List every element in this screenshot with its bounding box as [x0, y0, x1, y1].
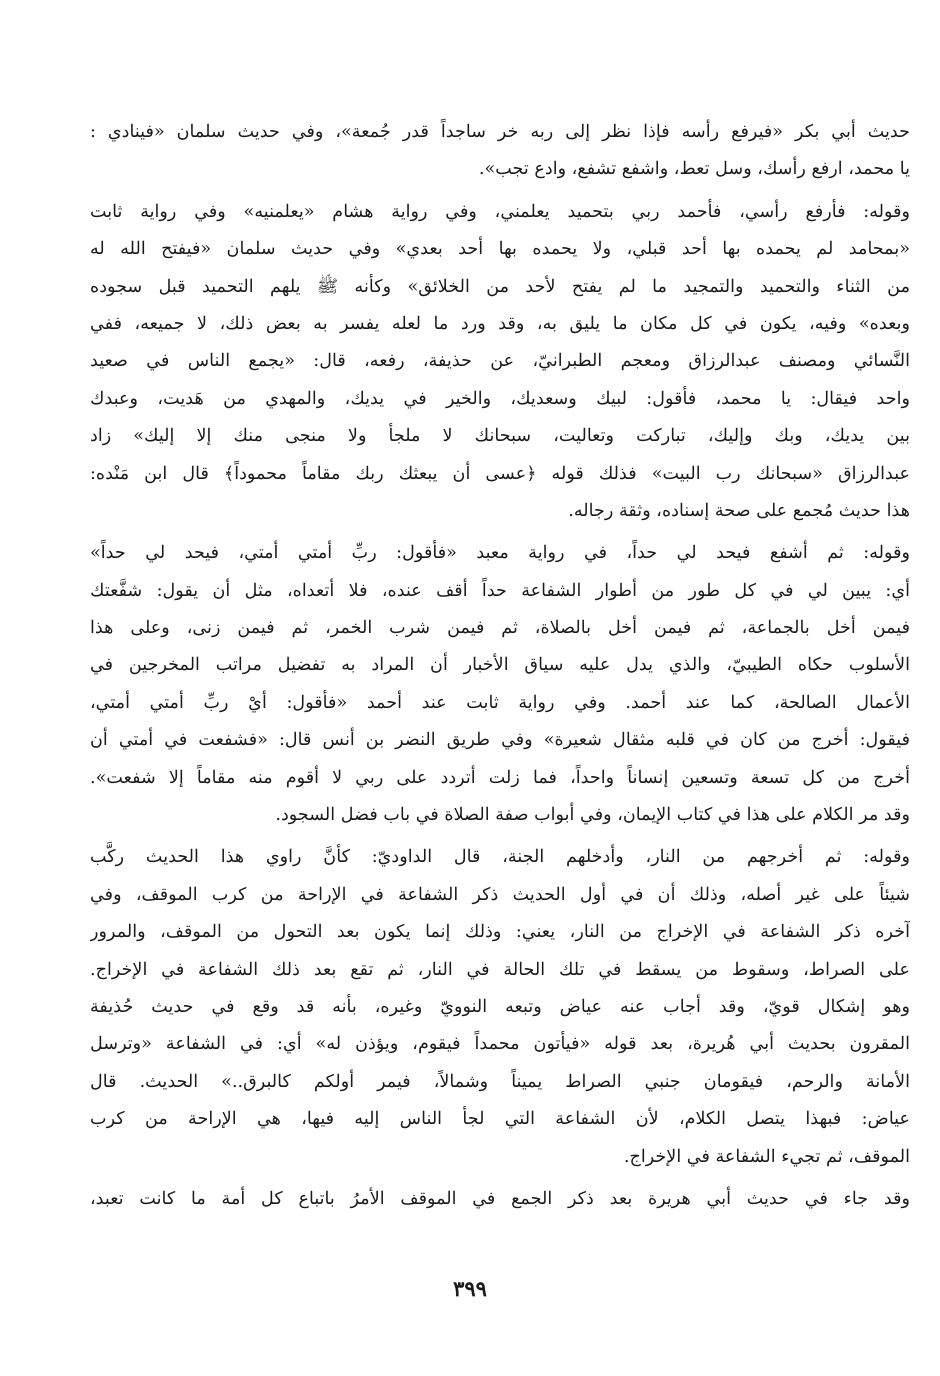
text-line: وقد مر الكلام على هذا في كتاب الإيمان، وفي أبواب صفة الصلاة في باب فضل السجود.: [275, 805, 910, 826]
text-line: بين يديك، وبك وإليك، تباركت وتعاليت، سبحانك لا ملجأ ولا منجى منك إلا إليك» زاد: [90, 426, 910, 447]
text-line: المقرون بحديث أبي هُريرة، بعد قوله «فيأتون محمداً فيقوم، ويؤذن له» أي: في الشفاعة «وترسل: [90, 1034, 910, 1055]
text-line: من الثناء والتحميد والتمجيد ما لم يفتح لأحد من الخلائق» وكأنه ﷺ يلهم التحميد قبل سجوده: [90, 276, 910, 297]
text-line: وقوله: فأرفع رأسي، فأحمد ربي بتحميد يعلمني، وفي رواية هشام «يعلمنيه» وفي رواية ثابت: [90, 201, 910, 222]
page-number: ٣٩٩: [453, 1276, 487, 1301]
text-line: الأمانة والرحم، فيقومان جنبي الصراط يميناً وشمالاً، فيمر أولكم كالبرق..» الحديث. قال: [90, 1071, 910, 1092]
text-line: النَّسائي ومصنف عبدالرزاق ومعجم الطبرانيّ، عن حذيفة، رفعه، قال: «يجمع الناس في صعيد: [90, 351, 910, 372]
text-line: وقوله: ثم أخرجهم من النار، وأدخلهم الجنة، قال الداوديّ: كأنَّ راوي هذا الحديث ركَّب: [90, 847, 910, 868]
text-line: هذا حديث مُجمع على صحة إسناده، وثقة رجاله.: [568, 500, 910, 521]
text-line: واحد فيقال: يا محمد، فأقول: لبيك وسعديك، والخير في يديك، والمهدي من هَديت، وعبدك: [90, 388, 910, 409]
paragraph-4: [90, 839, 910, 1176]
paragraph-1: [90, 114, 910, 189]
paragraph-2: [90, 194, 910, 531]
text-line: وقوله: ثم أشفع فيحد لي حداً، في رواية معبد «فأقول: ربِّ أمتي أمتي، فيحد لي حداً»: [90, 543, 910, 564]
text-line: على الصراط، وسقوط من يسقط في تلك الحالة في النار، ثم تقع بعد ذلك الشفاعة في الإخراج.: [90, 959, 910, 980]
text-line: فيقول: أخرج من كان في قلبه مثقال شعيرة» وفي طريق النضر بن أنس قال: «فشفعت في أمتي أن: [90, 730, 910, 751]
paragraph-5: [90, 1181, 910, 1218]
text-line: الأعمال الصالحة، كما عند أحمد. وفي رواية ثابت عند أحمد «فأقول: أيْ ربِّ أمتي أمتي،: [90, 692, 910, 713]
text-line: عبدالرزاق «سبحانك رب البيت» فذلك قوله ﴿عسى أن يبعثك ربك مقاماً محموداً﴾ قال ابن مَنْده:: [90, 463, 910, 484]
text-line: يا محمد، ارفع رأسك، وسل تعط، واشفع تشفع، وادع تجب».: [478, 159, 910, 180]
text-line: أخرج من كل تسعة وتسعين إنساناً واحداً، فما زلت أتردد على ربي لا أقوم منه مقاماً إلا شفعت».: [90, 767, 910, 788]
text-line: أي: يبين لي في كل طور من أطوار الشفاعة حداً أقف عنده، فلا أتعداه، مثل أن يقول: شفَّعتك: [90, 580, 910, 601]
text-line: آخره ذكر الشفاعة في الإخراج من النار، يعني: وذلك إنما يكون بعد التحول من الموقف، والمرور: [90, 922, 910, 943]
text-line: عياض: فبهذا يتصل الكلام، لأن الشفاعة التي لجأ الناس إليه فيها، هي الإراحة من كرب: [90, 1109, 910, 1130]
text-line: الموقف، ثم تجيء الشفاعة في الإخراج.: [623, 1146, 910, 1167]
text-line: فيمن أخل بالجماعة، ثم فيمن أخل بالصلاة، ثم فيمن شرب الخمر، ثم فيمن زنى، وعلى هذا: [90, 618, 910, 639]
text-line: الأسلوب حكاه الطيبيّ، والذي يدل عليه سياق الأخبار أن المراد به تفضيل مراتب المخرجين في: [90, 655, 910, 676]
text-line: وقد جاء في حديث أبي هريرة بعد ذكر الجمع في الموقف الأمرُ باتباع كل أمة ما كانت تعبد،: [90, 1188, 910, 1209]
paragraph-3: [90, 535, 910, 834]
text-line: شيئاً على غير أصله، وذلك أن في أول الحديث ذكر الشفاعة في الإراحة من كرب الموقف، وفي: [90, 884, 910, 905]
text-line: حديث أبي بكر «فيرفع رأسه فإذا نظر إلى ربه خر ساجداً قدر جُمعة»، وفي حديث سلمان «فينادي :: [90, 122, 910, 142]
text-line: وبعده» وفيه، يكون في كل مكان ما يليق به، وقد ورد ما لعله يفسر به بعض ذلك، لا جميعه، ففي: [90, 313, 910, 334]
text-line: «بمحامد لم يحمده بها أحد قبلي، ولا يحمده بها أحد بعدي» وفي حديث سلمان «فيفتح الله له: [90, 239, 910, 260]
page-body: [90, 114, 910, 1223]
text-line: وهو إشكال قويّ، وقد أجاب عنه عياض وتبعه النوويّ وغيره، بأنه قد وقع في حديث حُذيفة: [90, 996, 910, 1017]
